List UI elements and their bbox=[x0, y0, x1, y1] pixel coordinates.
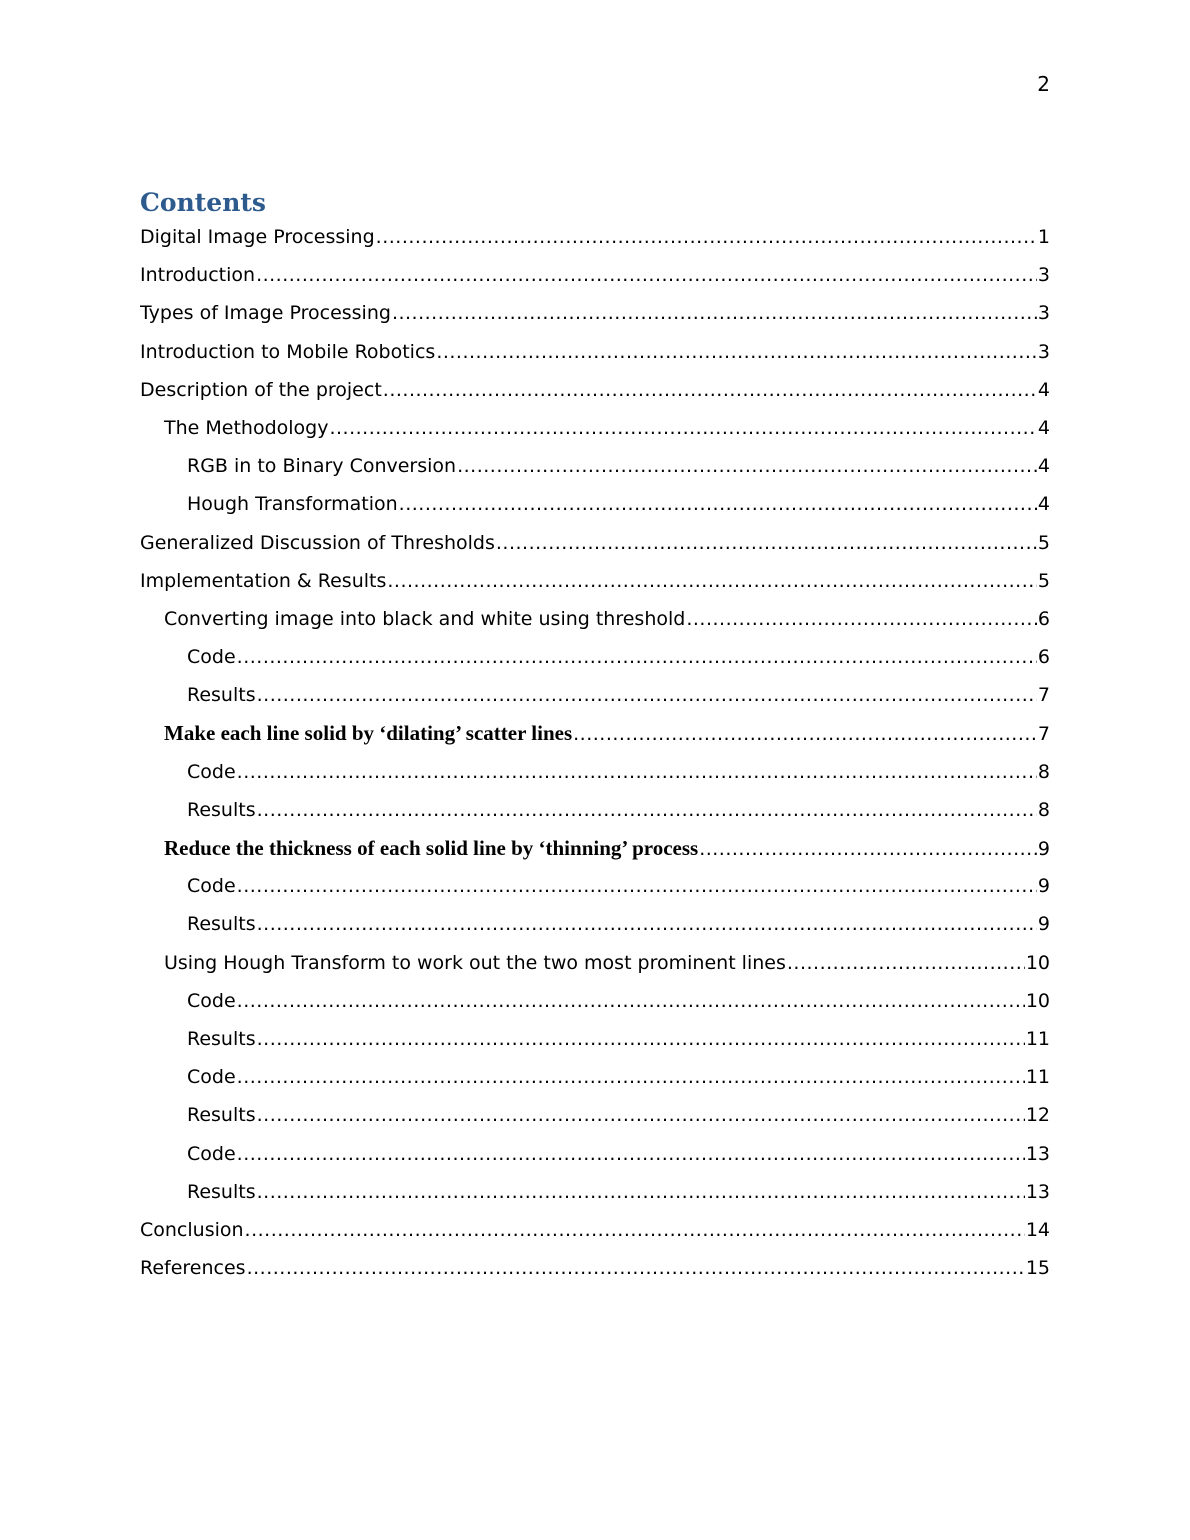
toc-entry-title: The Methodology bbox=[164, 416, 329, 439]
toc-entry-title: Code bbox=[187, 646, 236, 669]
toc-entry-page-number: 13 bbox=[1025, 1142, 1050, 1165]
toc-entry[interactable] bbox=[140, 944, 1050, 982]
toc-entry-page-number: 4 bbox=[1037, 378, 1050, 401]
toc-entry[interactable] bbox=[140, 714, 1050, 752]
toc-entry[interactable] bbox=[140, 1249, 1050, 1287]
toc-entry[interactable] bbox=[140, 562, 1050, 600]
toc-entry[interactable] bbox=[140, 676, 1050, 714]
toc-entry-page-number: 3 bbox=[1037, 264, 1050, 287]
toc-dot-leader bbox=[457, 447, 1037, 485]
toc-entry-page-number: 13 bbox=[1025, 1180, 1050, 1203]
toc-dot-leader bbox=[699, 830, 1037, 867]
toc-entry-page-number: 14 bbox=[1025, 1218, 1050, 1241]
toc-entry-page-number: 6 bbox=[1037, 646, 1050, 669]
toc-entry-title: Results bbox=[187, 1104, 256, 1127]
toc-entry-title: Hough Transformation bbox=[187, 493, 398, 516]
toc-dot-leader bbox=[573, 715, 1037, 752]
toc-dot-leader bbox=[329, 409, 1036, 447]
toc-entry-page-number: 3 bbox=[1037, 340, 1050, 363]
toc-entry-title: Results bbox=[187, 684, 256, 707]
toc-entry-page-number: 10 bbox=[1025, 951, 1050, 974]
toc-entry[interactable] bbox=[140, 218, 1050, 256]
toc-entry-page-number: 8 bbox=[1037, 798, 1050, 821]
toc-entry-page-number: 3 bbox=[1037, 302, 1050, 325]
toc-entry[interactable] bbox=[140, 829, 1050, 867]
toc-entry[interactable] bbox=[140, 1211, 1050, 1249]
toc-entry-page-number: 5 bbox=[1037, 569, 1050, 592]
toc-entry-title: Code bbox=[187, 1142, 236, 1165]
toc-dot-leader bbox=[496, 524, 1037, 562]
toc-title: Contents bbox=[140, 188, 267, 217]
toc-dot-leader bbox=[237, 1135, 1025, 1173]
toc-entry-page-number: 12 bbox=[1025, 1104, 1050, 1127]
toc-entry[interactable] bbox=[140, 447, 1050, 485]
toc-entry-title: Code bbox=[187, 760, 236, 783]
toc-entry-page-number: 7 bbox=[1037, 723, 1050, 746]
toc-dot-leader bbox=[387, 562, 1037, 600]
toc-entry-title: Results bbox=[187, 913, 256, 936]
toc-entry-title: Digital Image Processing bbox=[140, 226, 375, 248]
toc-dot-leader bbox=[257, 1096, 1025, 1134]
toc-dot-leader bbox=[256, 256, 1037, 294]
toc-entry[interactable] bbox=[140, 867, 1050, 905]
toc-entry[interactable] bbox=[140, 333, 1050, 371]
toc-entry-title: Introduction to Mobile Robotics bbox=[140, 340, 436, 363]
toc-entry-page-number: 10 bbox=[1025, 989, 1050, 1012]
toc-dot-leader bbox=[376, 218, 1037, 256]
toc-dot-leader bbox=[787, 944, 1025, 982]
toc-entry[interactable] bbox=[140, 982, 1050, 1020]
toc-entry-page-number: 4 bbox=[1037, 455, 1050, 478]
toc-dot-leader bbox=[237, 753, 1037, 791]
toc-dot-leader bbox=[436, 333, 1037, 371]
toc-dot-leader bbox=[257, 791, 1037, 829]
toc-entry-page-number: 4 bbox=[1037, 416, 1050, 439]
toc-dot-leader bbox=[237, 867, 1037, 905]
toc-dot-leader bbox=[686, 600, 1037, 638]
toc-dot-leader bbox=[237, 1058, 1025, 1096]
toc-dot-leader bbox=[237, 638, 1037, 676]
toc-entry-title: Results bbox=[187, 798, 256, 821]
toc-entry-title: Using Hough Transform to work out the two most prominent lines bbox=[164, 951, 786, 974]
toc-dot-leader bbox=[392, 294, 1037, 332]
toc-entry[interactable] bbox=[140, 1135, 1050, 1173]
toc-entry-title: Reduce the thickness of each solid line by ‘thinning’ process bbox=[164, 836, 699, 860]
toc-entry[interactable] bbox=[140, 1020, 1050, 1058]
toc-entry-page-number: 9 bbox=[1037, 838, 1050, 860]
toc-entry[interactable] bbox=[140, 791, 1050, 829]
toc-entry-title: RGB in to Binary Conversion bbox=[187, 455, 457, 478]
toc-dot-leader bbox=[245, 1211, 1025, 1249]
toc-entry[interactable] bbox=[140, 1096, 1050, 1134]
toc-entry[interactable] bbox=[140, 524, 1050, 562]
toc-entry-page-number: 6 bbox=[1037, 607, 1050, 630]
toc-entry-page-number: 11 bbox=[1025, 1027, 1050, 1050]
toc-entry-title: Description of the project bbox=[140, 378, 382, 401]
toc-entry[interactable] bbox=[140, 600, 1050, 638]
toc-entry-page-number: 11 bbox=[1025, 1066, 1050, 1089]
toc-entry[interactable] bbox=[140, 409, 1050, 447]
toc-entry[interactable] bbox=[140, 905, 1050, 943]
toc-entry-page-number: 8 bbox=[1037, 760, 1050, 783]
toc-entry-page-number: 7 bbox=[1037, 684, 1050, 707]
toc-entry-title: Results bbox=[187, 1027, 256, 1050]
toc-dot-leader bbox=[257, 1173, 1025, 1211]
toc-dot-leader bbox=[257, 1020, 1025, 1058]
toc-entry[interactable] bbox=[140, 371, 1050, 409]
toc-dot-leader bbox=[237, 982, 1025, 1020]
toc-dot-leader bbox=[399, 485, 1037, 523]
toc-entry-title: References bbox=[140, 1257, 246, 1280]
toc-dot-leader bbox=[383, 371, 1037, 409]
toc-entry[interactable] bbox=[140, 638, 1050, 676]
toc-entry-page-number: 5 bbox=[1037, 531, 1050, 554]
toc-entry[interactable] bbox=[140, 485, 1050, 523]
toc-entry-title: Code bbox=[187, 1066, 236, 1089]
page-number: 2 bbox=[1037, 72, 1050, 96]
toc-entry-page-number: 9 bbox=[1037, 913, 1050, 936]
toc-entry-title: Code bbox=[187, 875, 236, 898]
toc-entry-title: Converting image into black and white using threshold bbox=[164, 607, 686, 630]
toc-entry-page-number: 15 bbox=[1025, 1257, 1050, 1280]
toc-dot-leader bbox=[257, 676, 1037, 714]
toc-dot-leader bbox=[247, 1249, 1025, 1287]
toc-entry-title: Make each line solid by ‘dilating’ scatter lines bbox=[164, 721, 573, 746]
toc-entry[interactable] bbox=[140, 1058, 1050, 1096]
toc-entry-title: Introduction bbox=[140, 264, 256, 287]
toc-entry-title: Conclusion bbox=[140, 1218, 244, 1241]
toc-entry-page-number: 9 bbox=[1037, 875, 1050, 898]
toc-entry[interactable] bbox=[140, 256, 1050, 294]
toc-entry[interactable] bbox=[140, 294, 1050, 332]
toc-entry-title: Results bbox=[187, 1180, 256, 1203]
toc-entry-title: Code bbox=[187, 989, 236, 1012]
toc-entry-title: Types of Image Processing bbox=[140, 302, 391, 325]
toc-entry-title: Implementation & Results bbox=[140, 569, 387, 592]
toc-dot-leader bbox=[257, 905, 1037, 943]
toc-entry-title: Generalized Discussion of Thresholds bbox=[140, 531, 495, 554]
toc-entry[interactable] bbox=[140, 753, 1050, 791]
toc-entry-page-number: 1 bbox=[1037, 226, 1050, 248]
toc-entry[interactable] bbox=[140, 1173, 1050, 1211]
toc-entry-page-number: 4 bbox=[1037, 493, 1050, 516]
table-of-contents bbox=[140, 218, 1050, 1287]
